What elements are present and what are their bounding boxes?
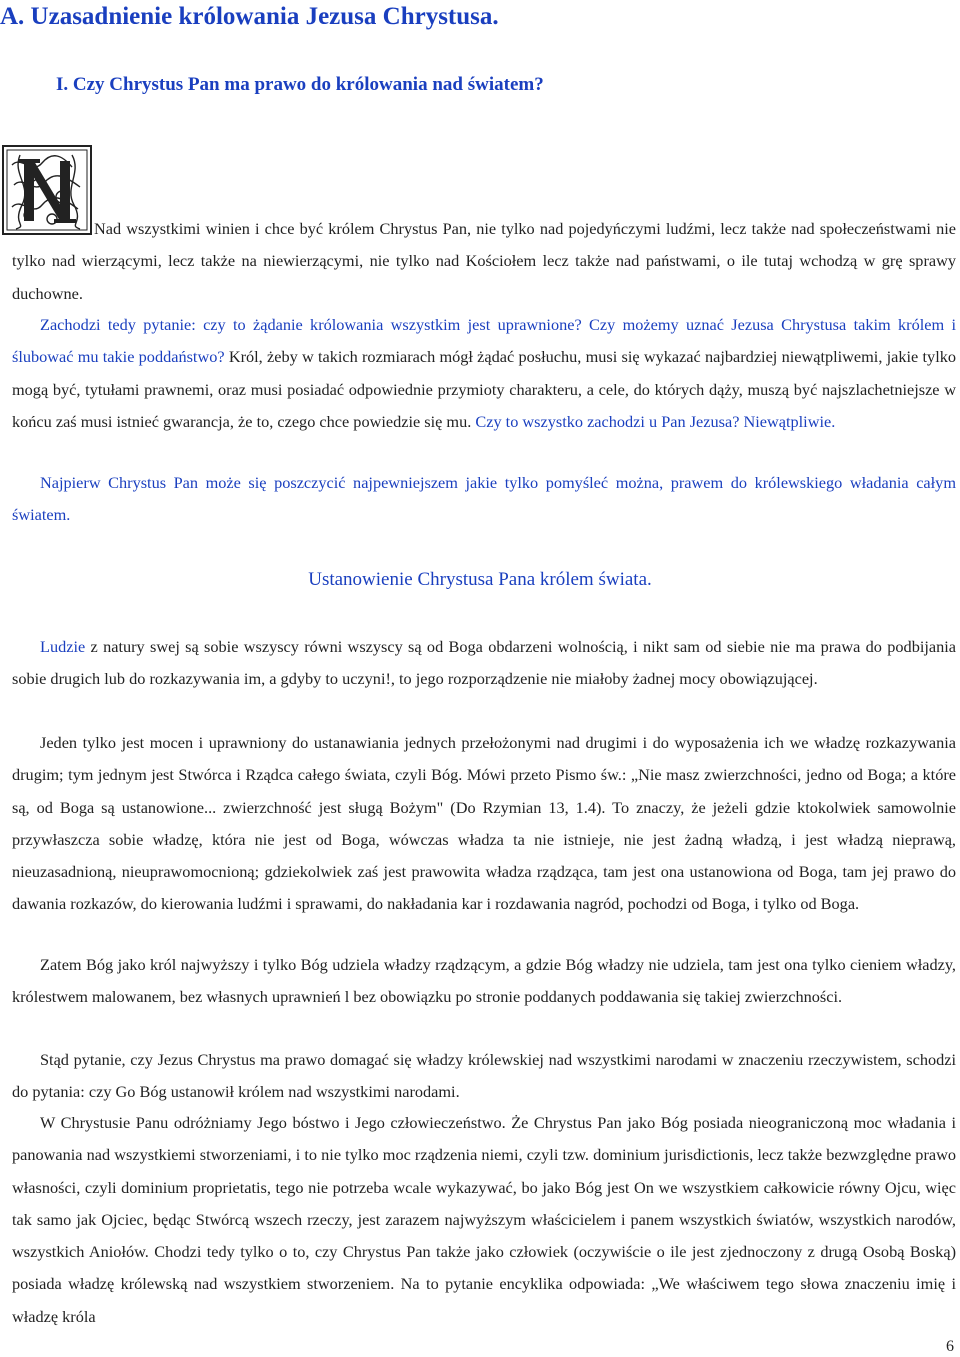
paragraph-first-claim: Najpierw Chrystus Pan może się poszczycić najpewniejszem jakie tylko pomyśleć można, prawem do królewskiego władania całym światem. xyxy=(12,473,956,525)
section-heading: Ustanowienie Chrystusa Pana królem świata. xyxy=(308,569,652,590)
paragraph-authority: Jeden tylko jest mocen i uprawniony do ustanawiania jednych przełożonymi nad drugimi i do wyposażenia ich we władzę rozkazywania drugim; tym jednym jest Stwórca i Rządca całego świata, czyli Bóg. Mówi przeto Pismo św.: „Nie masz zwierzchności, jedno od Boga; a które są, od Boga są ustanowione... zwierzchność jest sługą Bożym" (Do Rzymian 13, 1.4). To znaczy, że jeżeli gdzie ktokolwiek samowolnie przywłaszcza sobie władzę, która nie jest od Boga, wówczas władza ta nie istnieje, nie jest żadną władzą, i jest władzą nieprawą, nieuzasadnioną, nieuprawomocnioną; gdziekolwiek zaś jest prawowita władza rządząca, tam jest ona ustanowiona od Boga, tam jej prawo do dawania rozkazów, do kierowania ludźmi i sprawami, do nakładania kar i rozdawania nagród, pochodzi od Boga, i tylko od Boga. xyxy=(12,733,956,914)
equality-text: z natury swej są sobie wszyscy równi wszyscy są od Boga obdarzeni wolnością, i nikt sam od siebie nie ma prawa do podbijania sobie drugich lub do rozkazywania im, a gdyby to uczyni!, to jego rozporządzenie nie miałoby żadnej mocy obowiązującej. xyxy=(12,637,956,689)
question-highlight: Zachodzi tedy pytanie: czy to żądanie królowania wszystkim jest uprawnione? Czy możemy uznać Jezusa Chrystusa takim królem i ślubować mu takie poddaństwo? xyxy=(12,315,956,367)
paragraph-divinity: W Chrystusie Panu odróżniamy Jego bóstwo i Jego człowieczeństwo. Że Chrystus Pan jako Bóg posiada nieograniczoną moc władania i panowania nad wszystkiemi stworzeniami, i to nie tylko moc rządzenia niemi, czyli tzw. dominium jurisdictionis, lecz także bezwzględne prawo własności, czyli dominium proprietatis, tego nie potrzeba wcale wykazywać, bo jako Bóg jest On we wszystkiem całkowicie równy Ojcu, więc tak samo jak Ojciec, będąc Stwórcą wszech rzeczy, jest zarazem najwyższym właścicielem i panem wszystkich światów, wszystkich narodów, wszystkich Aniołów. Chodzi tedy tylko o to, czy Chrystus Pan także jako człowiek (oczywiście o ile jest zjednoczony z drugą Osobą Boską) posiada władzę królewską nad wszystkiem stworzeniem. Na to pytanie encyklika odpowiada: „We właściwem tego słowa znaczeniu imię i władzę króla xyxy=(12,1113,956,1326)
question-answer: Czy to wszystko zachodzi u Pan Jezusa? Niewątpliwie. xyxy=(471,411,836,431)
paragraph-intro xyxy=(12,213,956,310)
paragraph-equality xyxy=(12,631,956,696)
paragraph-question xyxy=(12,309,956,438)
paragraph-question-nations: Stąd pytanie, czy Jezus Chrystus ma prawo domagać się władzy królewskiej nad wszystkimi narodami w znaczeniu rzeczywistem, schodzi do pytania: czy Go Bóg ustanowił królem nad wszystkimi narodami. xyxy=(12,1050,956,1102)
paragraph-intro-text: Nad wszystkimi winien i chce być królem Chrystus Pan, nie tylko nad pojedyńczymi ludźmi, lecz także nad społeczeństwami nie tylko nad wierzącymi, lecz także na niewierzącymi, nie tylko nad Kościołem lecz także nad państwami, o ile tutaj wchodzą w grę sprawy duchowne. xyxy=(12,219,956,303)
page-number: 6 xyxy=(946,1338,954,1355)
section-subtitle: I. Czy Chrystus Pan ma prawo do królowania nad światem? xyxy=(56,74,544,95)
question-text: Król, żeby w takich rozmiarach mógł żądać posłuchu, musi się wykazać najbardziej niewątpliwemi, jakie tylko mogą być, tytułami prawnemi, oraz musi posiadać odpowiednie przymioty charakteru, a cele, do których dąży, muszą być najszlachetniejsze w końcu zaś musi istnieć gwarancja, że to, czego chce powiedzie się mu. xyxy=(12,347,956,431)
equality-highlight: Ludzie xyxy=(40,637,86,656)
paragraph-god-king: Zatem Bóg jako król najwyższy i tylko Bóg udziela władzy rządzącym, a gdzie Bóg władzy nie udziela, tam jest ona tylko cieniem władzy, królestwem malowanem, bez własnych uprawnień l bez obowiązku po stronie poddanych poddawania się takiej zwierzchności. xyxy=(12,955,956,1007)
page-title: A. Uzasadnienie królowania Jezusa Chrystusa. xyxy=(0,3,499,30)
